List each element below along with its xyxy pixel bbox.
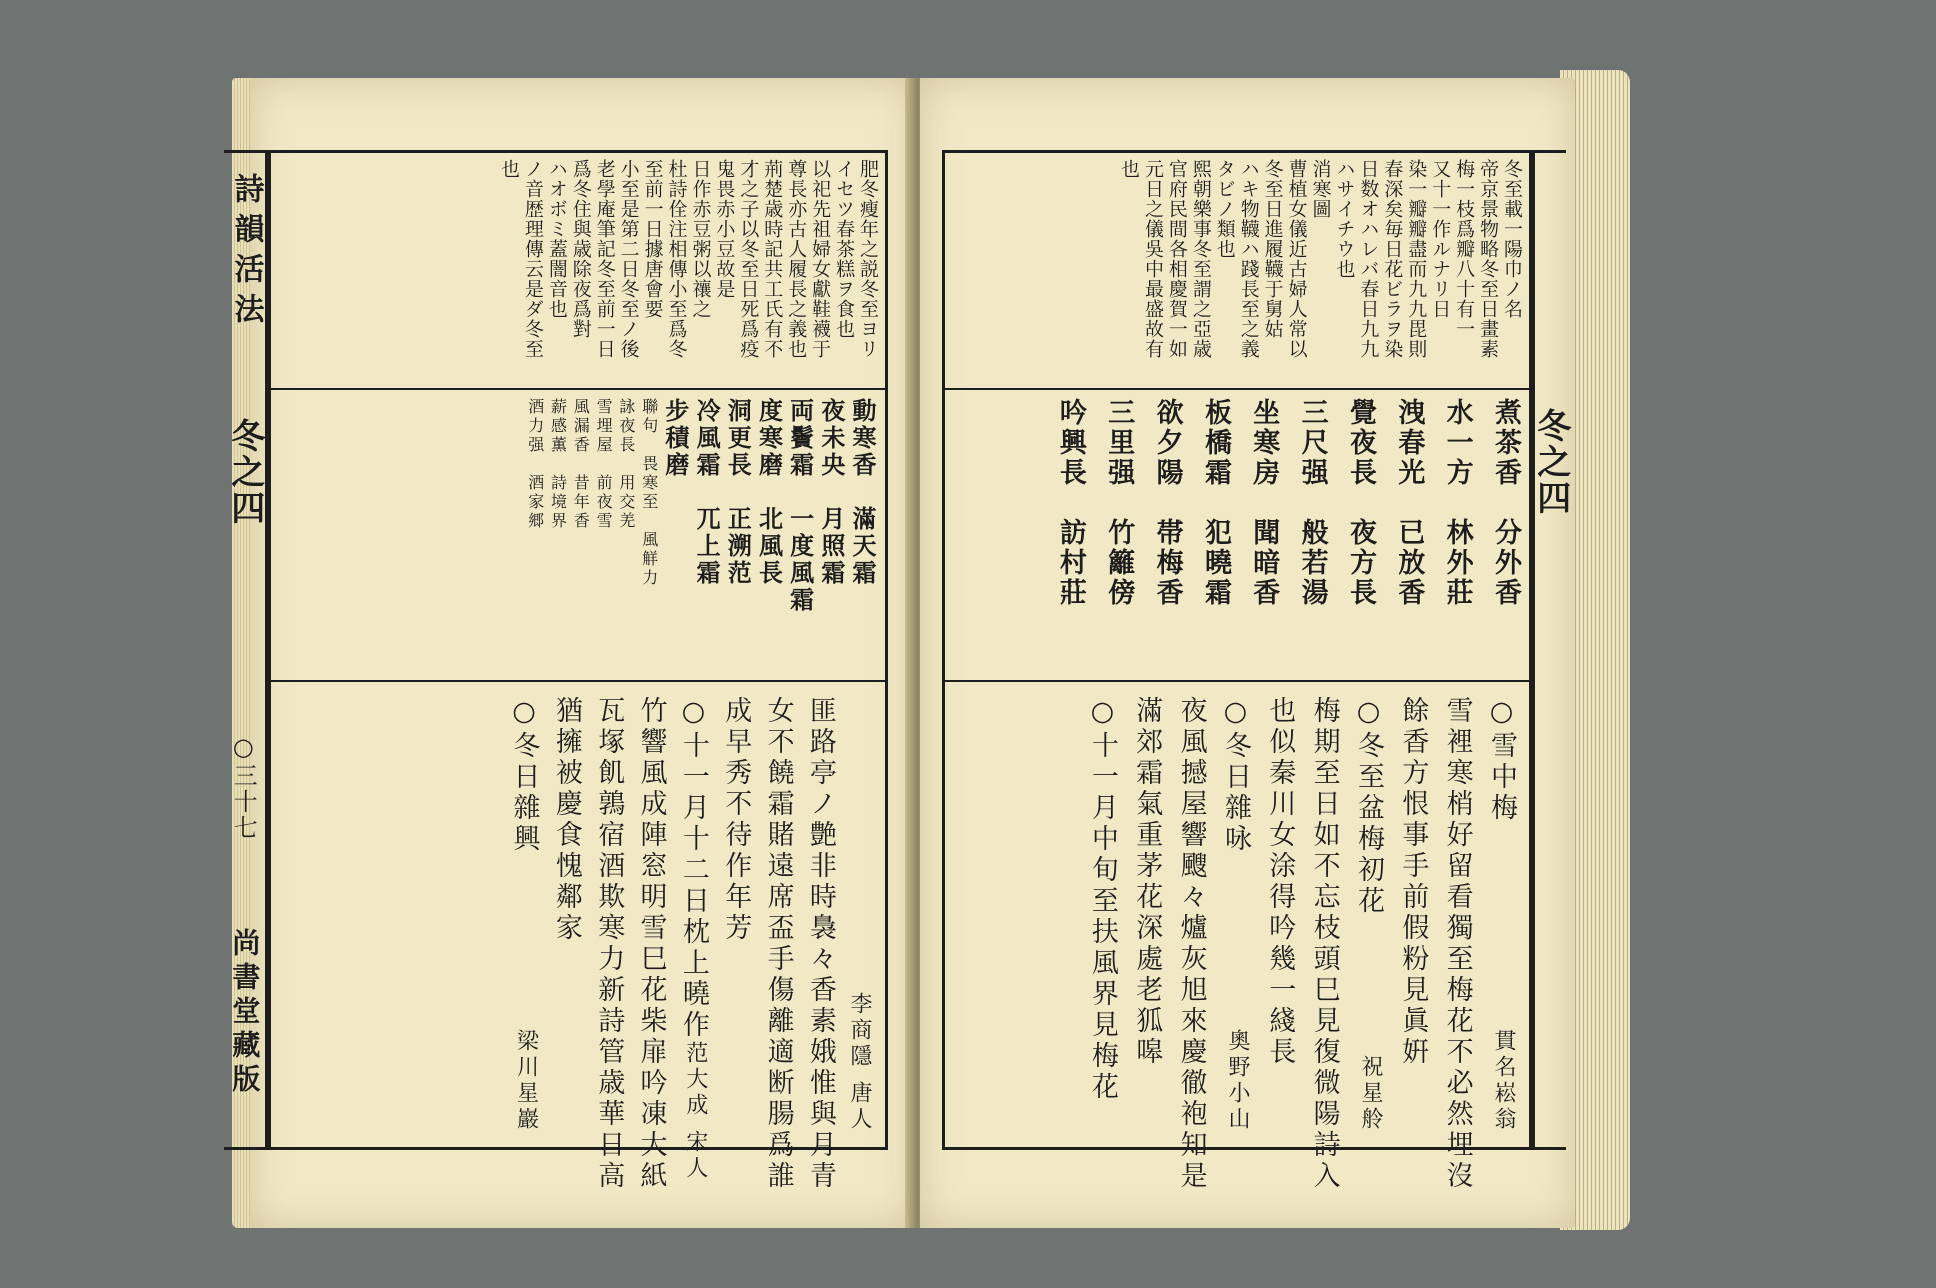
- note-column: 冬至日進履韈于舅姑: [1261, 159, 1284, 339]
- note-column: 春深矣毎日花ビラヲ染: [1381, 159, 1404, 359]
- poem-heading: ○十一月中旬至扶風界見梅花: [1086, 696, 1118, 1103]
- term-column: 步積磨: [660, 398, 690, 479]
- poem-line: 成早秀不待作年芳: [720, 696, 752, 944]
- left-frame: [268, 150, 888, 1192]
- note-column: 熙朝樂事冬至謂之亞歳: [1189, 159, 1212, 359]
- term-column: 三尺强 般若湯: [1296, 398, 1328, 608]
- note-column: 曹植女儀近古婦人常以: [1285, 159, 1308, 359]
- poem-heading: ○雪中梅: [1486, 696, 1517, 824]
- note-column: 染一瓣瓣盡而九九毘則: [1405, 159, 1428, 359]
- right-page: [920, 78, 1575, 1228]
- poem-author: 祝星舲: [1357, 1055, 1383, 1133]
- poem-line: 瓦塚飢鶉宿酒欺寒力新詩管歳華日高: [593, 696, 625, 1192]
- note-column: 元日之儀吳中最盛故有: [1141, 159, 1164, 359]
- note-column: イセツ春茶糕ヲ食也: [833, 159, 856, 339]
- right-poems-band: [945, 682, 1529, 1192]
- term-column: 聯句 畏寒至 風觧力: [639, 398, 659, 588]
- page-number: ○三十七: [229, 733, 258, 841]
- poem-line: 梅期至日如不忘枝頭巳見復微陽詩入: [1308, 696, 1340, 1192]
- left-terms-band: [271, 390, 885, 682]
- note-column: タビノ類也: [1213, 159, 1236, 259]
- note-column: 日数オハレバ春日九九: [1357, 159, 1380, 359]
- note-column: 老學庵筆記冬至前一日: [593, 159, 616, 359]
- term-column: 洞更長 正溯范: [723, 398, 753, 587]
- book-title: 詩韻活法: [228, 173, 264, 333]
- term-column: 洩春光 已放香: [1393, 398, 1425, 608]
- term-column: 水一方 林外莊: [1441, 398, 1473, 608]
- poem-author: 梁川星巖: [513, 1029, 539, 1133]
- poem-heading: ○冬日雜興: [508, 696, 540, 855]
- volume-label: 冬之四: [224, 418, 265, 526]
- poem-line: 匪路亭ノ艶非時裊々香素娥惟與月青: [804, 696, 836, 1192]
- right-terms-band: [945, 390, 1529, 682]
- note-column: 官府民間各相慶賀一如: [1165, 159, 1188, 359]
- note-column: 又十一作ルナリ日: [1429, 159, 1452, 319]
- term-column: 雪埋屋 前夜雪: [594, 398, 614, 531]
- right-notes-band: [945, 153, 1529, 390]
- note-column: ハサイチウ也: [1333, 159, 1356, 279]
- note-column: 帝京景物略冬至日畫素: [1477, 159, 1500, 359]
- right-frame: [942, 150, 1532, 1192]
- poem-heading: ○十一月十二日枕上曉作: [677, 696, 709, 1041]
- note-column: 爲冬住與歳除夜爲對: [569, 159, 592, 339]
- note-column: ノ音歴理傳云是ダ冬至: [521, 159, 544, 359]
- term-column: 夜未央 月照霜: [816, 398, 846, 587]
- term-column: 吟興長 訪村莊: [1054, 398, 1086, 608]
- note-column: 才之子以冬至日死爲疫: [737, 159, 760, 359]
- poem-line: 夜風撼屋響颼々爐灰旭來慶徹袍知是: [1175, 696, 1207, 1192]
- poem-line: 竹響風成陣窓明雪巳花柴扉吟凍大紙: [635, 696, 667, 1192]
- note-column: ハキ物韈ハ踐長至之義: [1237, 159, 1260, 359]
- poem-heading: ○冬日雜咏: [1219, 696, 1251, 855]
- term-column: 度寒磨 北風長: [754, 398, 784, 587]
- term-column: 三里强 竹籬傍: [1103, 398, 1135, 608]
- poem-line: 餘香方恨事手前假粉見眞姸: [1397, 696, 1429, 1068]
- left-poems-band: [271, 682, 885, 1192]
- term-column: 煮茶香 分外香: [1490, 398, 1521, 608]
- poem-author: 范大成 宋人: [682, 1041, 708, 1182]
- poem-author: 奧野小山: [1224, 1029, 1250, 1133]
- right-margin-strip: [1530, 150, 1571, 1150]
- term-column: 欲夕陽 帯梅香: [1151, 398, 1183, 608]
- term-column: 両鬢霜 一度風霜: [785, 398, 815, 614]
- volume-label: 冬之四: [1530, 408, 1571, 516]
- poem-line: 也似秦川女涂得吟幾一綫長: [1264, 696, 1296, 1068]
- term-column: 詠夜長 用交羌: [616, 398, 636, 531]
- note-column: 日作赤豆粥以禳之: [689, 159, 712, 319]
- term-column: 薪感薫 詩境界: [548, 398, 568, 531]
- note-column: 也: [1118, 159, 1140, 179]
- term-column: 動寒香 滿天霜: [848, 398, 877, 587]
- note-column: 鬼畏赤小豆故是: [713, 159, 736, 299]
- note-column: 梅一枝爲瓣八十有一: [1453, 159, 1476, 339]
- term-column: 板橋霜 犯曉霜: [1199, 398, 1231, 608]
- term-column: 酒力强 酒家郷: [525, 398, 545, 531]
- note-column: 以祀先祖婦女獻鞋襪于: [809, 159, 832, 359]
- left-page: [224, 78, 915, 1228]
- left-notes-band: [271, 153, 885, 390]
- poem-heading: ○冬至盆梅初花: [1352, 696, 1384, 917]
- poem-author: 李商隱 唐人: [847, 992, 872, 1133]
- term-column: 冷風霜 兀上霜: [692, 398, 722, 587]
- poem-line: 滿郊霜氣重茅花深處老狐嗥: [1131, 696, 1163, 1068]
- note-column: ハオボミ蓋闇音也: [545, 159, 568, 319]
- term-column: 風漏香 昔年香: [571, 398, 591, 531]
- note-column: 荊楚歳時記共工氏有不: [761, 159, 784, 359]
- note-column: 冬至載一陽巾ノ名: [1501, 159, 1523, 319]
- poem-line: 猶擁被慶食愧鄰家: [550, 696, 582, 944]
- note-column: 小至是第二日冬至ノ後: [617, 159, 640, 359]
- note-column: 消寒圖: [1309, 159, 1332, 219]
- note-column: 杜詩佺注相傳小至爲冬: [665, 159, 688, 359]
- note-column: 至前一日據唐會要: [641, 159, 664, 319]
- poem-author: 貫名崧翁: [1491, 1029, 1516, 1133]
- term-column: 覺夜長 夜方長: [1344, 398, 1376, 608]
- note-column: 尊長亦古人履長之義也: [785, 159, 808, 359]
- term-column: 坐寒房 聞暗香: [1248, 398, 1280, 608]
- note-column: 也: [497, 159, 520, 179]
- poem-line: 女不饒霜賭遠席盃手傷離適断腸爲誰: [762, 696, 794, 1192]
- publisher-label: 尚書堂藏版: [228, 928, 262, 1098]
- poem-line: 雪裡寒梢好留看獨至梅花不必然埋沒: [1441, 696, 1473, 1192]
- note-column: 肥冬瘦年之説冬至ヨリ: [857, 159, 879, 359]
